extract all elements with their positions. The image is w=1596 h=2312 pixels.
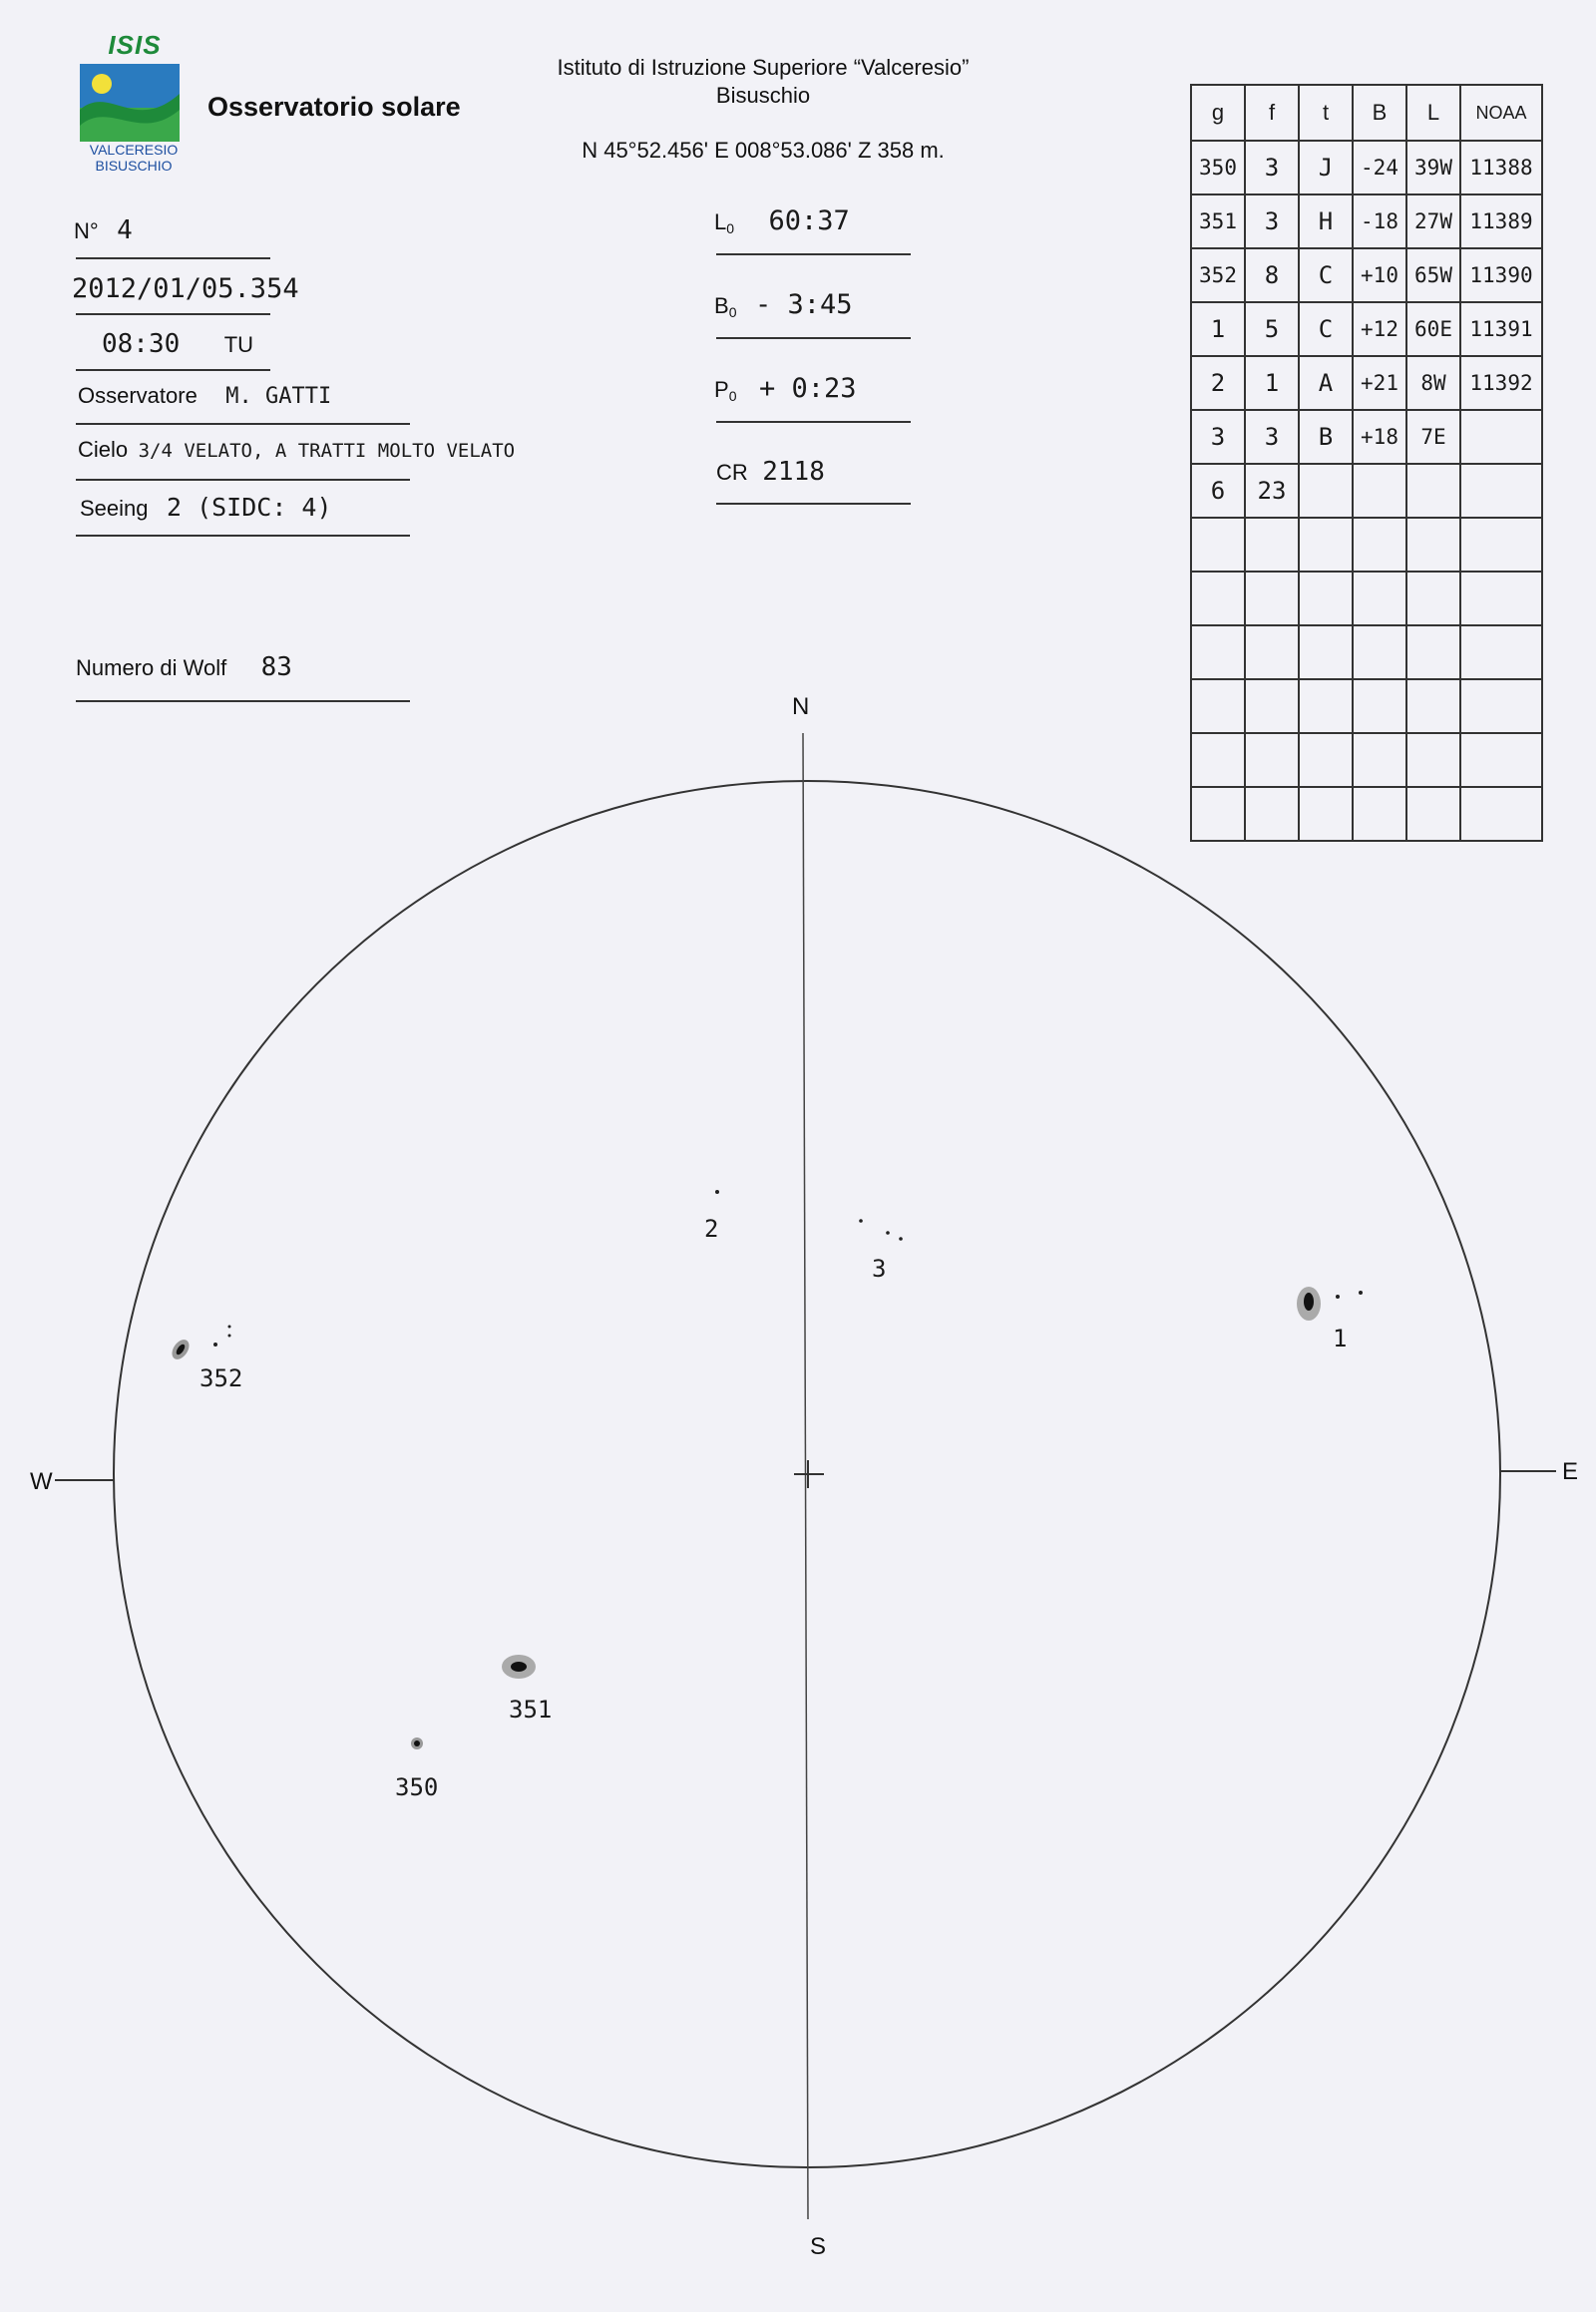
logo-subtitle-2: BISUSCHIO [95,158,173,174]
cell: 1 [1191,302,1245,356]
institute-line-1: Istituto di Istruzione Superiore “Valceresio” [557,55,970,80]
observer [78,383,331,409]
total-spots: 23 [1245,464,1299,518]
cell: 3 [1245,410,1299,464]
cell: H [1299,194,1353,248]
rule [716,421,911,423]
col-header-t: t [1299,85,1353,141]
logo-wordmark: ISIS [108,30,162,60]
wolf-value: 83 [260,652,292,682]
umbra [1304,1293,1314,1311]
rule [76,535,410,537]
ephemeris-l0 [714,205,850,236]
table-row-empty [1191,572,1542,625]
col-header-b: B [1353,85,1406,141]
group-label: 2 [704,1215,719,1243]
table-row [1191,356,1542,410]
site-coordinates: N 45°52.456' E 008°53.086' Z 358 m. [582,138,945,163]
p0-label: P [714,377,729,402]
observation-date: 2012/01/05.354 [72,273,299,304]
l0-subscript: 0 [726,220,735,237]
rule [76,479,410,481]
spot [859,1219,863,1223]
rule [716,503,911,505]
cell: -18 [1353,194,1406,248]
table-row [1191,194,1542,248]
rule [76,257,270,259]
cell: 8W [1406,356,1460,410]
south-label: S [810,2233,827,2260]
col-header-l: L [1406,85,1460,141]
table-row-empty [1191,625,1542,679]
cell: 39W [1406,141,1460,194]
ephemeris-b0 [714,289,852,320]
spot [1359,1291,1363,1295]
cell: 65W [1406,248,1460,302]
cell: 352 [1191,248,1245,302]
b0-value: - 3:45 [754,289,853,320]
table-row [1191,248,1542,302]
p0-value: + 0:23 [758,373,857,404]
seeing-label: Seeing [80,496,149,521]
ephemeris-p0 [714,373,856,404]
cell: 11388 [1460,141,1542,194]
cell: C [1299,302,1353,356]
cell: 351 [1191,194,1245,248]
table-row [1191,302,1542,356]
north-label: N [792,693,810,720]
cell [1460,410,1542,464]
sheet-number-label: N° [74,218,99,243]
seeing-value: 2 (SIDC: 4) [166,493,332,522]
spot [886,1231,890,1235]
group-label: 351 [509,1696,553,1724]
school-logo [80,64,180,142]
table-totals-row [1191,464,1542,518]
table-row-empty [1191,518,1542,572]
cell: 3 [1245,194,1299,248]
west-label: W [30,1468,53,1495]
cr-value: 2118 [762,457,825,487]
spot [228,1326,231,1329]
sunspot-group-1 [1297,1287,1363,1352]
col-header-g: g [1191,85,1245,141]
seeing [80,493,332,522]
table-row [1191,141,1542,194]
table-row [1191,410,1542,464]
cell: +10 [1353,248,1406,302]
sky-conditions [78,437,515,463]
rule [716,253,911,255]
sunspot-group-2 [704,1190,719,1243]
cell: +21 [1353,356,1406,410]
cell: 27W [1406,194,1460,248]
spot [213,1343,217,1347]
sky-label: Cielo [78,437,129,462]
time-unit: TU [223,332,254,357]
spot [1336,1295,1340,1299]
rule [76,369,270,371]
col-header-f: f [1245,85,1299,141]
cell: 1 [1245,356,1299,410]
cell: -24 [1353,141,1406,194]
cell: J [1299,141,1353,194]
l0-value: 60:37 [768,205,850,236]
cell: A [1299,356,1353,410]
group-label: 352 [200,1364,243,1392]
cell: B [1299,410,1353,464]
cell [1406,464,1460,518]
sunspot-group-351 [502,1655,552,1724]
observation-time [102,329,253,359]
sunspot-group-3 [859,1219,903,1283]
cell: 60E [1406,302,1460,356]
total-groups: 6 [1191,464,1245,518]
cell: +18 [1353,410,1406,464]
group-label: 350 [395,1773,439,1801]
time-value: 08:30 [102,329,181,359]
institute-name [499,54,1027,110]
wolf-label: Numero di Wolf [76,655,227,680]
p0-subscript: 0 [728,388,737,405]
table-header-row [1191,85,1542,141]
east-label: E [1562,1458,1579,1485]
cell: C [1299,248,1353,302]
cell: 2 [1191,356,1245,410]
institute-line-2: Bisuschio [715,83,811,108]
cell: +12 [1353,302,1406,356]
observatory-title: Osservatorio solare [207,92,461,122]
rule [76,313,270,315]
cell: 8 [1245,248,1299,302]
cell [1353,464,1406,518]
carrington-rotation [716,457,825,487]
observer-value: M. GATTI [225,384,332,409]
b0-subscript: 0 [728,304,737,321]
group-label: 1 [1333,1325,1348,1352]
sunspot-group-350 [395,1737,438,1801]
cell: 11390 [1460,248,1542,302]
cell: 350 [1191,141,1245,194]
spot [899,1237,903,1241]
rule [716,337,911,339]
cell: 5 [1245,302,1299,356]
b0-label: B [714,293,729,318]
cell: 11391 [1460,302,1542,356]
cell: 7E [1406,410,1460,464]
cell: 11392 [1460,356,1542,410]
observer-label: Osservatore [78,383,198,408]
cell: 3 [1245,141,1299,194]
sheet-number-value: 4 [117,215,133,245]
solar-disk-drawing [0,678,1596,2312]
sheet-number [74,215,133,245]
spot [715,1190,719,1194]
l0-label: L [714,209,727,234]
cell: 11389 [1460,194,1542,248]
umbra [414,1740,420,1746]
logo-subtitle-1: VALCERESIO [89,142,179,158]
cell [1460,464,1542,518]
cell [1299,464,1353,518]
cr-label: CR [716,460,748,485]
spot [228,1335,231,1338]
sunspot-group-352 [169,1326,242,1393]
cell: 3 [1191,410,1245,464]
umbra [511,1662,527,1672]
rule [76,423,410,425]
col-header-noaa: NOAA [1460,85,1542,141]
sky-value: 3/4 VELATO, A TRATTI MOLTO VELATO [138,440,516,462]
group-label: 3 [872,1255,887,1283]
